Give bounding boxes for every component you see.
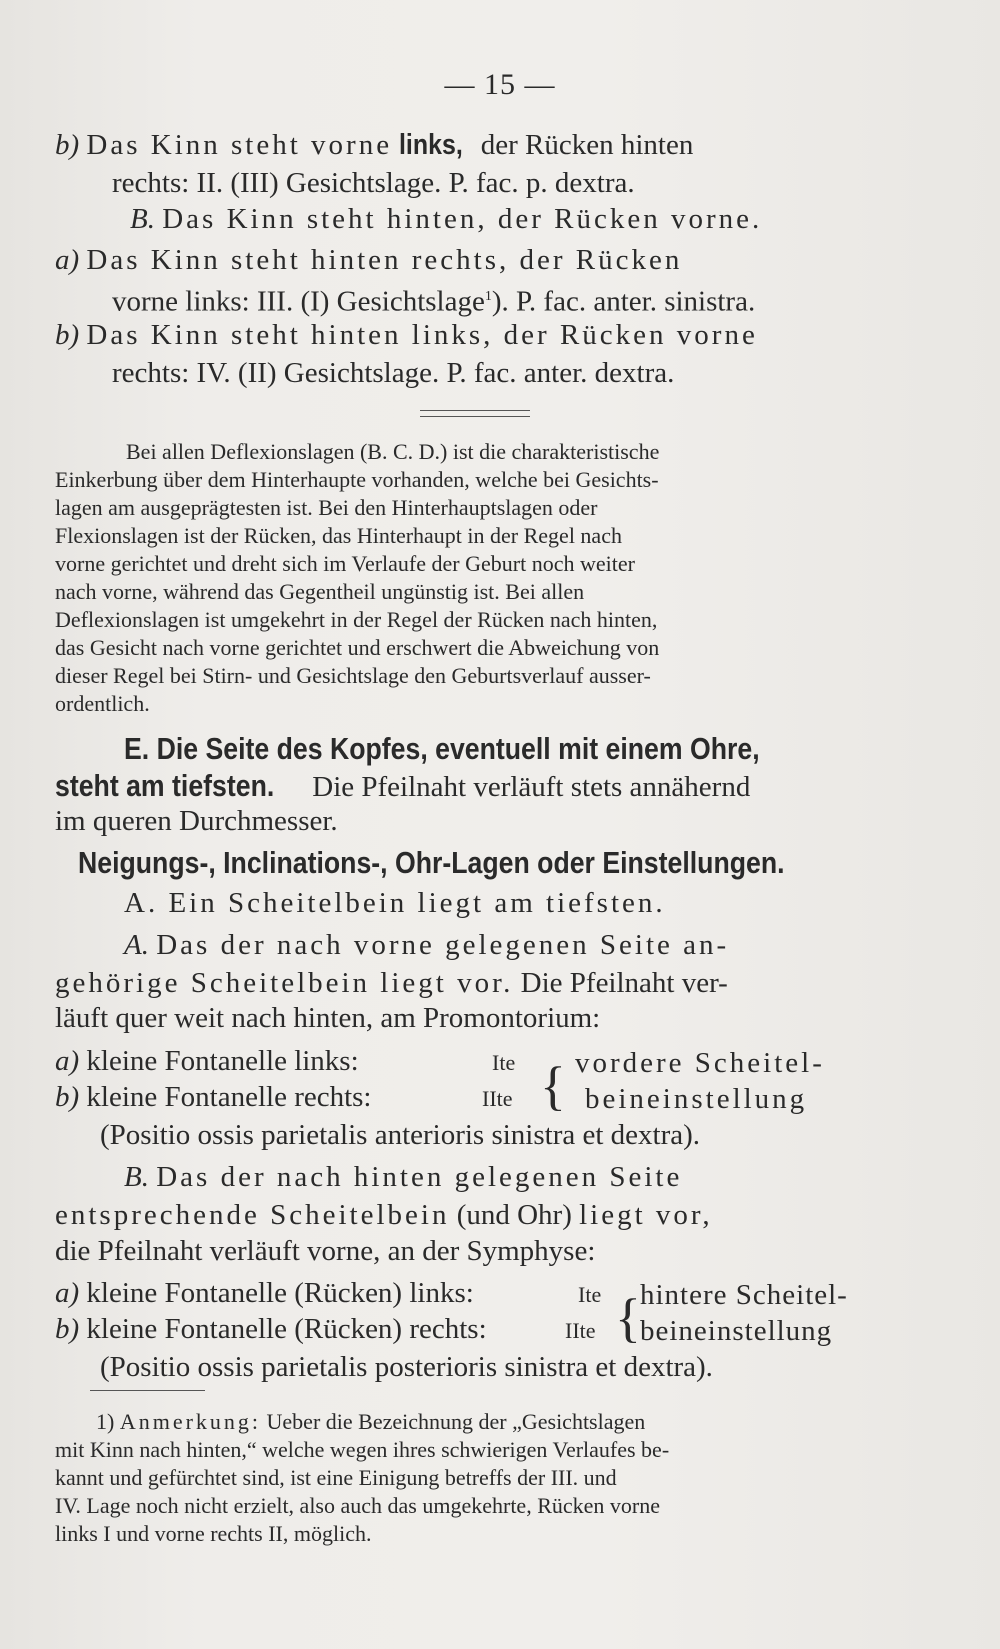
text-line: (Positio ossis parietalis posterioris sinistra et dextra). xyxy=(100,1351,713,1383)
divider-rule xyxy=(420,416,530,417)
text-line: die Pfeilnaht verläuft vorne, an der Symphyse: xyxy=(55,1235,596,1267)
text-line: im queren Durchmesser. xyxy=(55,805,338,837)
text-line: (Positio ossis parietalis anterioris sinistra et dextra). xyxy=(100,1119,701,1151)
text-line: b) Das Kinn steht vorne links, der Rücken hinten xyxy=(55,129,694,161)
ordinal-label: IIte xyxy=(565,1318,596,1343)
text-line: a) Das Kinn steht hinten rechts, der Rücken xyxy=(55,244,683,276)
text-line: b) kleine Fontanelle (Rücken) rechts: xyxy=(55,1313,487,1345)
text-line: b) kleine Fontanelle rechts: xyxy=(55,1081,372,1113)
ordinal-label: IIte xyxy=(482,1086,513,1111)
text-line: läuft quer weit nach hinten, am Promontorium: xyxy=(55,1002,601,1034)
subsection-heading: Neigungs-, Inclinations-, Ohr-Lagen oder Einstellungen. xyxy=(78,845,785,880)
ordinal-label: Ite xyxy=(578,1282,602,1307)
ordinal-label: Ite xyxy=(492,1050,516,1075)
text-line: B. Das Kinn steht hinten, der Rücken vorne. xyxy=(130,203,763,235)
text-line: B. Das der nach hinten gelegenen Seite xyxy=(124,1161,683,1193)
scanned-page: — 15 — b) Das Kinn steht vorne links, der Rücken hinten rechts: II. (III) Gesichtslage. P. fac. p. dextra. B. Das Kinn steht hinten, der Rücken vorne. a) Das Kinn steht hinten rechts, der Rücken vorne links: III. (I) Gesichtslage$^1$). P. fac. anter. sinistra. b) Das Kinn steht hinten links, der Rücken vorne rechts: IV. (II) Gesichtslage. P. fac. anter. dextra. Bei allen Deflexionslagen (B. C. D.) ist die charakteristische Einkerbung über dem Hinterhaupte vorhanden, welche bei Gesichts- lagen am ausgeprägtesten ist. Bei den Hinterhauptslagen oder Flexionslagen ist der Rücken, das Hinterhaupt in der Regel nach vorne gerichtet und dreht sich im Verlaufe der Geburt noch weiter nach vorne, während das Gegentheil ungünstig ist. Bei allen Deflexionslagen ist umgekehrt in der Regel der Rücken nach hinten, das Gesicht nach vorne gerichtet und erschwert die Abweichung von dieser Regel bei Stirn- und Gesichtslage den Geburtsverlauf ausser- ordentlich. E. Die Seite des Kopfes, eventuell mit einem Ohre, steht am tiefsten. Die Pfeilnaht verläuft stets annähernd im queren Durchmesser. Neigungs-, Inclinations-, Ohr-Lagen oder Einstellungen. A. Ein Scheitelbein liegt am tiefsten. A. Das der nach vorne gelegenen Seite an- gehörige Scheitelbein liegt vor. Die Pfeilnaht ver- läuft quer weit nach hinten, am Promontorium: a) kleine Fontanelle links: Ite b) kleine Fontanelle rechts: IIte { vordere Scheitel- beineinstellung (Positio ossis parietalis anterioris sinistra et dextra). B. Das der nach hinten gelegenen Seite entsprechende Scheitelbein (und Ohr) liegt vor, die Pfeilnaht verläuft vorne, an der Symphyse: a) kleine Fontanelle (Rücken) links: Ite b) kleine Fontanelle (Rücken) rechts: IIte { hintere Scheitel- beineinstellung (Positio ossis parietalis posterioris sinistra et dextra). 1) Anmerkung: Ueber die Bezeichnung der „Gesichtslagen mit Kinn nach hinten,“ welche wegen ihres schwierigen Verlaufes be- kannt und gefürchtet sind, ist eine Einigung betreffs der III. und IV. Lage noch nicht erzielt, also auch das umgekehrte, Rücken vorne links I und vorne rechts II, möglich. xyxy=(0,0,1000,1649)
text-line: vorne links: III. (I) Gesichtslage$^1$). P. fac. anter. sinistra. xyxy=(112,285,756,318)
section-heading: E. Die Seite des Kopfes, eventuell mit einem Ohre, xyxy=(124,731,760,766)
text-line: gehörige Scheitelbein liegt vor. Die Pfeilnaht ver- xyxy=(55,967,728,999)
text-line: hintere Scheitel- xyxy=(640,1279,848,1311)
page-number: — 15 — xyxy=(444,68,556,101)
text-line: rechts: II. (III) Gesichtslage. P. fac. p. dextra. xyxy=(112,167,635,199)
text-line: a) kleine Fontanelle links: xyxy=(55,1045,359,1077)
text-line: steht am tiefsten. Die Pfeilnaht verläuft stets annähernd xyxy=(55,768,751,803)
text-line: vordere Scheitel- xyxy=(575,1047,825,1079)
text-line: A. Das der nach vorne gelegenen Seite an- xyxy=(124,929,730,961)
text-line: a) kleine Fontanelle (Rücken) links: xyxy=(55,1277,474,1309)
text-line: b) Das Kinn steht hinten links, der Rücken vorne xyxy=(55,319,758,351)
divider-rule xyxy=(420,410,530,411)
footnote-rule xyxy=(90,1390,205,1391)
brace: { xyxy=(540,1056,566,1116)
text-line: beineinstellung xyxy=(585,1083,808,1115)
text-line: A. Ein Scheitelbein liegt am tiefsten. xyxy=(124,887,666,919)
text-line: rechts: IV. (II) Gesichtslage. P. fac. anter. dextra. xyxy=(112,357,675,389)
text-line: beineinstellung xyxy=(640,1315,833,1347)
text-line: entsprechende Scheitelbein (und Ohr) liegt vor, xyxy=(55,1199,713,1231)
brace: { xyxy=(615,1288,641,1348)
